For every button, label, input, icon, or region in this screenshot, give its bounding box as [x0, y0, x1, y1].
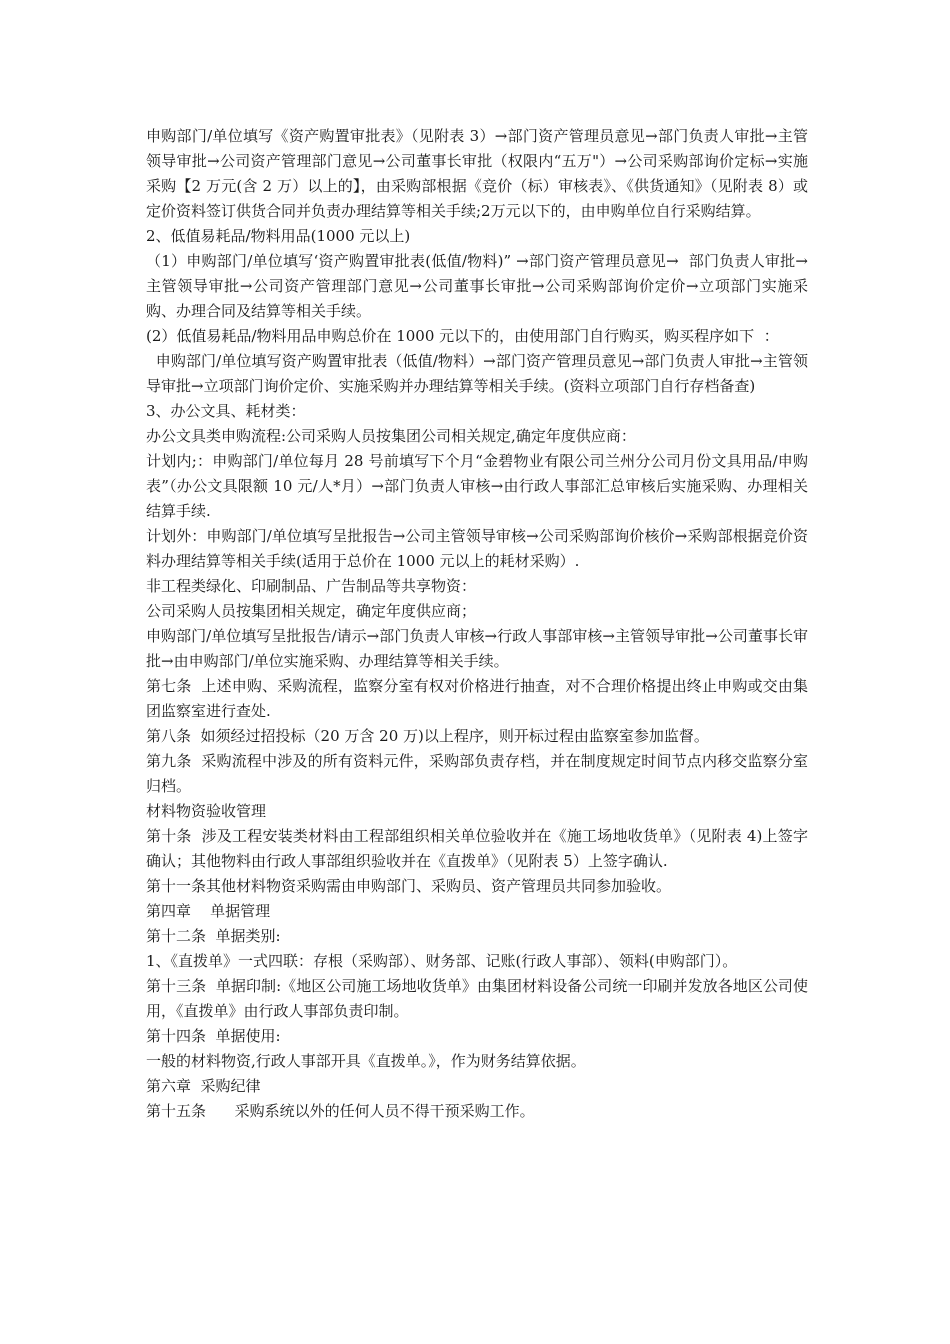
paragraph-low-value-heading: 2、低值易耗品/物料用品(1000 元以上) — [146, 227, 411, 245]
paragraph-article-13: 第十三条 单据印制:《地区公司施工场地收货单》由集团材料设备公司统一印刷并发放各地区公司使用，《直拨单》由行政人事部负责印制。 — [146, 977, 808, 1020]
paragraph-article-7: 第七条 上述申购、采购流程，监察分室有权对价格进行抽查，对不合理价格提出终止申购或交由集团监察室进行查处. — [146, 677, 808, 720]
paragraph-chapter-6: 第六章 采购纪律 — [146, 1077, 261, 1095]
paragraph-article-14: 第十四条 单据使用: — [146, 1027, 281, 1045]
paragraph-annual-supplier: 公司采购人员按集团相关规定，确定年度供应商； — [146, 602, 477, 620]
paragraph-shared-flow: 申购部门/单位填写呈批报告/请示→部门负责人审核→行政人事部审核→主管领导审批→公司董事长审批→由申购部门/单位实施采购、办理结算等相关手续。 — [146, 627, 808, 670]
paragraph-shared-materials: 非工程类绿化、印刷制品、广告制品等共享物资： — [146, 577, 477, 595]
paragraph-office-flow: 办公文具类申购流程:公司采购人员按集团公司相关规定,确定年度供应商： — [146, 427, 636, 445]
paragraph-direct-transfer-form: 1、《直拨单》一式四联：存根（采购部）、财务部、记账(行政人事部）、领料(申购部门）。 — [146, 952, 738, 970]
paragraph-article-8: 第八条 如须经过招投标（20 万含 20 万)以上程序，则开标过程由监察室参加监督。 — [146, 727, 709, 745]
paragraph-article-10: 第十条 涉及工程安装类材料由工程部组织相关单位验收并在《施工场地收货单》（见附表 4)上签字确认；其他物料由行政人事部组织验收并在《直拨单》（见附表 5）上签字确认. — [146, 827, 808, 870]
paragraph-article-9: 第九条 采购流程中涉及的所有资料元件，采购部负责存档，并在制度规定时间节点内移交监察分室归档。 — [146, 752, 808, 795]
paragraph-form-usage: 一般的材料物资,行政人事部开具《直拨单。》，作为财务结算依据。 — [146, 1052, 586, 1070]
paragraph-approval-flow: 申购部门/单位填写《资产购置审批表》（见附表 3）→部门资产管理员意见→部门负责人审批→主管领导审批→公司资产管理部门意见→公司董事长审批（权限内“五万"）→公司采购部询价定标→实施采购【2 万元(含 2 万）以上的】，由采购部根据《竞价（标）审核表》、《供货通知》（见附表 8）或定价资料签订供货合同并负责办理结算等相关手续;2万元以下的，由申购单位自行采购结算。 — [146, 127, 808, 220]
paragraph-low-value-2: (2）低值易耗品/物料用品申购总价在 1000 元以下的，由使用部门自行购买，购买程序如下 ： — [146, 327, 779, 345]
paragraph-low-value-1: （1）申购部门/单位填写‘资产购置审批表(低值/物料)” →部门资产管理员意见→ 部门负责人审批→主管领导审批→公司资产管理部门意见→公司董事长审批→公司采购部询价定价→立项部门实施采购、办理合同及结算等相关手续。 — [146, 252, 808, 320]
paragraph-article-12: 第十二条 单据类别: — [146, 927, 281, 945]
paragraph-planned: 计划内;：申购部门/单位每月 28 号前填写下个月“金碧物业有限公司兰州分公司月份文具用品/申购表”（办公文具限额 10 元/人*月）→部门负责人审核→由行政人事部汇总审核后实施采购、办理相关结算手续. — [146, 452, 808, 520]
paragraph-article-11: 第十一条其他材料物资采购需由申购部门、采购员、资产管理员共同参加验收。 — [146, 877, 672, 895]
paragraph-article-15: 第十五条 采购系统以外的任何人员不得干预采购工作。 — [146, 1102, 535, 1120]
document-page — [146, 124, 808, 1124]
paragraph-low-value-process: 申购部门/单位填写资产购置审批表（低值/物料）→部门资产管理员意见→部门负责人审批→主管领导审批→立项部门询价定价、实施采购并办理结算等相关手续。(资料立项部门自行存档备查) — [146, 352, 808, 395]
paragraph-office-heading: 3、办公文具、耗材类： — [146, 402, 306, 420]
paragraph-acceptance-heading: 材料物资验收管理 — [146, 802, 267, 820]
paragraph-unplanned: 计划外：申购部门/单位填写呈批报告→公司主管领导审核→公司采购部询价核价→采购部根据竞价资料办理结算等相关手续(适用于总价在 1000 元以上的耗材采购）. — [146, 527, 808, 570]
paragraph-chapter-4: 第四章 单据管理 — [146, 902, 271, 920]
